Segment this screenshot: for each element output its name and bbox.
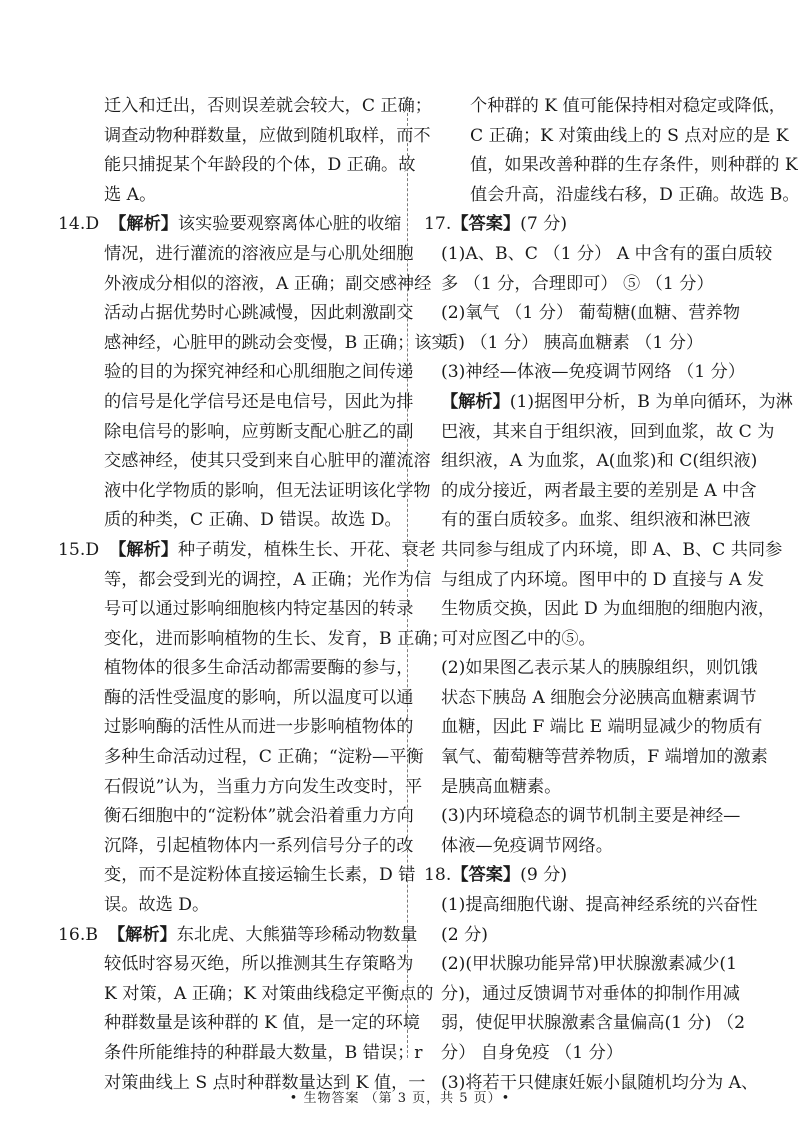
- text-line: [424, 566, 765, 596]
- text-line: [58, 802, 414, 832]
- line-text: 号可以通过影响细胞核内特定基因的转录: [104, 599, 414, 620]
- line-text: 选 A。: [104, 184, 157, 205]
- line-text: 衡石细胞中的“淀粉体”就会沿着重力方向: [104, 806, 414, 827]
- text-line: [424, 832, 762, 862]
- line-text: 过影响酶的活性从而进一步影响植物体的: [104, 717, 414, 738]
- line-text: 除电信号的影响，应剪断支配心脏乙的副: [104, 421, 414, 442]
- text-line: [58, 832, 414, 862]
- text-line: [424, 1009, 762, 1039]
- line-text: (2)氧气 （1 分） 葡萄糖(血糖、营养物: [441, 303, 741, 324]
- line-text: 变化，进而影响植物的生长、发育，B 正确；: [104, 628, 449, 649]
- text-line: [58, 536, 436, 566]
- text-line: [58, 358, 414, 388]
- text-line: [58, 566, 432, 596]
- text-line: [58, 1039, 423, 1069]
- text-line: [424, 802, 762, 832]
- text-line: [58, 773, 423, 803]
- section-tag: 【答案】: [451, 214, 521, 235]
- line-text: 外液成分相似的溶液，A 正确；副交感神经: [104, 273, 432, 294]
- line-text: 与组成了内环境。图甲中的 D 直接与 A 发: [441, 569, 765, 590]
- text-line: [424, 861, 762, 891]
- question-number: 17.: [424, 214, 452, 235]
- question-number: 14.: [58, 214, 86, 235]
- line-text: 较低时容易灭绝，所以推测其生存策略为: [104, 954, 414, 975]
- line-text: 调查动物种群数量，应做到随机取样，而不: [104, 125, 431, 146]
- text-line: [58, 151, 416, 181]
- line-text: 液中化学物质的影响，但无法证明该化学物: [104, 480, 431, 501]
- line-text: 值会升高，沿虚线右移，D 正确。故选 B。: [470, 184, 800, 205]
- section-tag: 【解析】: [441, 391, 510, 412]
- line-text: 可对应图乙中的⑤。: [441, 628, 596, 649]
- text-line: [58, 684, 414, 714]
- line-text: 质) （1 分） 胰高血糖素 （1 分）: [441, 332, 704, 353]
- text-line: [58, 210, 402, 240]
- text-line: [424, 654, 762, 684]
- question-number: 15.: [58, 539, 86, 560]
- text-line: [424, 684, 762, 714]
- line-text: 误。故选 D。: [104, 895, 210, 916]
- line-text: (3)神经—体液—免疫调节网络 （1 分）: [441, 362, 746, 383]
- text-line: [424, 506, 762, 536]
- text-line: [58, 240, 414, 270]
- line-text: 情况，进行灌流的溶液应是与心肌处细胞: [104, 243, 414, 264]
- text-line: [424, 92, 786, 122]
- line-text: 值，如果改善种群的生存条件，则种群的 K: [470, 155, 798, 176]
- line-text: 巴液，其来自于组织液，回到血浆，故 C 为: [441, 421, 775, 442]
- line-text: 条件所能维持的种群最大数量，B 错误；r: [104, 1043, 423, 1063]
- line-text: (9 分): [520, 865, 568, 886]
- line-text: 酶的活性受温度的影响，所以温度可以通: [104, 687, 414, 708]
- line-text: 的成分接近，两者最主要的差别是 A 中含: [441, 480, 757, 501]
- line-text: (1)提高细胞代谢、提高神经系统的兴奋性: [441, 895, 758, 916]
- line-text: 等，都会受到光的调控，A 正确；光作为信: [104, 569, 432, 590]
- line-text: 血糖，因此 F 端比 E 端明显减少的物质有: [441, 717, 763, 738]
- line-text: 验的目的为探究神经和心肌细胞之间传递: [104, 362, 414, 383]
- line-text: 状态下胰岛 A 细胞会分泌胰高血糖素调节: [441, 687, 757, 708]
- line-text: 能只捕捉某个年龄段的个体，D 正确。故: [104, 155, 416, 176]
- line-text: (3)将若干只健康妊娠小鼠随机均分为 A、: [441, 1072, 759, 1093]
- question-number: 16.: [58, 924, 86, 945]
- line-text: (7 分): [520, 214, 568, 235]
- line-text: C 正确；K 对策曲线上的 S 点对应的是 K: [470, 125, 789, 146]
- text-line: [58, 1009, 420, 1039]
- text-line: [424, 388, 793, 418]
- line-text: (3)内环境稳态的调节机制主要是神经—: [441, 806, 741, 827]
- line-text: 对策曲线上 S 点时种群数量达到 K 值，一: [104, 1072, 426, 1093]
- text-line: [58, 861, 416, 891]
- text-line: [424, 713, 762, 743]
- text-line: [58, 447, 431, 477]
- line-text: 体液—免疫调节网络。: [441, 835, 613, 856]
- text-line: [424, 358, 762, 388]
- text-line: [424, 418, 775, 448]
- text-line: [58, 299, 414, 329]
- line-text: 的信号是化学信号还是电信号，因此为排: [104, 391, 414, 412]
- section-tag: 【解析】: [109, 214, 178, 235]
- text-line: [58, 713, 414, 743]
- text-line: [424, 921, 762, 951]
- text-line: [58, 270, 432, 300]
- text-line: [424, 1039, 762, 1069]
- question-number: 18.: [424, 865, 452, 886]
- line-text: 植物体的很多生命活动都需要酶的参与，: [104, 658, 414, 679]
- text-line: [58, 950, 414, 980]
- line-text: 多种生命活动过程，C 正确；“淀粉—平衡: [104, 747, 424, 768]
- text-line: [424, 891, 762, 921]
- line-text: (2)(甲状腺功能异常)甲状腺激素减少(1: [441, 954, 738, 975]
- line-text: 共同参与组成了内环境，即 A、B、C 共同参: [441, 539, 783, 560]
- answer-choice: B: [85, 924, 98, 945]
- line-text: 有的蛋白质较多。血浆、组织液和淋巴液: [441, 510, 751, 531]
- section-tag: 【解析】: [107, 924, 177, 945]
- text-line: [58, 181, 396, 211]
- line-text: 分)，通过反馈调节对垂体的抑制作用减: [441, 983, 740, 1004]
- text-line: [424, 122, 789, 152]
- text-line: [424, 477, 762, 507]
- text-line: [58, 743, 424, 773]
- text-line: [58, 980, 434, 1010]
- line-text: 多 （1 分，合理即可） ⑤ （1 分）: [441, 273, 714, 294]
- line-text: 质的种类，C 正确、D 错误。故选 D。: [104, 510, 402, 531]
- text-line: [424, 773, 762, 803]
- page-footer: • 生物答案 （第 3 页，共 5 页）•: [289, 1091, 511, 1106]
- line-text: 交感神经，使其只受到来自心脏甲的灌流溶: [104, 451, 431, 472]
- text-line: [424, 151, 798, 181]
- line-text: K 对策，A 正确；K 对策曲线稳定平衡点的: [104, 983, 434, 1004]
- line-text: (2)如果图乙表示某人的胰腺组织，则饥饿: [441, 658, 758, 679]
- text-line: [58, 329, 449, 359]
- line-text: 变，而不是淀粉体直接运输生长素，D 错: [104, 865, 416, 886]
- text-line: [58, 388, 414, 418]
- text-line: [58, 92, 432, 122]
- line-text: 种子萌发，植株生长、开花、衰老: [177, 539, 436, 560]
- text-line: [424, 329, 762, 359]
- text-line: [424, 447, 762, 477]
- line-text: 生物质交换，因此 D 为血细胞的细胞内液，: [441, 599, 776, 620]
- right-column: [424, 92, 800, 1098]
- line-text: 弱，使促甲状腺激素含量偏高(1 分) （2: [441, 1013, 746, 1034]
- text-line: [424, 299, 762, 329]
- text-line: [424, 950, 762, 980]
- line-text: 氧气、葡萄糖等营养物质，F 端增加的激素: [441, 747, 768, 768]
- line-text: 个种群的 K 值可能保持相对稳定或降低，: [470, 96, 786, 116]
- column-divider: [407, 98, 408, 1058]
- line-text: (1)据图甲分析，B 为单向循环，为淋: [509, 391, 793, 412]
- text-line: [424, 743, 768, 773]
- text-line: [58, 891, 396, 921]
- text-line: [424, 595, 776, 625]
- line-text: 是胰高血糖素。: [441, 776, 562, 797]
- text-line: [58, 506, 402, 536]
- text-line: [58, 477, 431, 507]
- text-line: [58, 625, 449, 655]
- text-line: [424, 181, 800, 211]
- line-text: 感神经，心脏甲的跳动会变慢，B 正确；该实: [104, 332, 449, 353]
- text-line: [424, 270, 762, 300]
- line-text: 该实验要观察离体心脏的收缩: [177, 214, 402, 235]
- text-line: [58, 595, 414, 625]
- line-text: (2 分): [441, 924, 488, 945]
- text-line: [424, 240, 773, 270]
- line-text: 东北虎、大熊猫等珍稀动物数量: [176, 924, 418, 945]
- text-line: [58, 418, 414, 448]
- text-line: [424, 980, 762, 1010]
- line-text: 分） 自身免疫 （1 分）: [441, 1043, 624, 1063]
- text-line: [58, 122, 431, 152]
- line-text: 活动占据优势时心跳减慢，因此刺激副交: [104, 303, 414, 324]
- line-text: 迁入和迁出，否则误差就会较大，C 正确；: [104, 96, 432, 116]
- text-line: [424, 536, 783, 566]
- text-line: [424, 625, 762, 655]
- section-tag: 【解析】: [109, 539, 178, 560]
- answer-choice: D: [85, 214, 100, 235]
- line-text: 石假说”认为，当重力方向发生改变时，平: [104, 776, 423, 797]
- answer-choice: D: [85, 539, 100, 560]
- line-text: 组织液，A 为血浆，A(血浆)和 C(组织液): [441, 451, 758, 472]
- line-text: (1)A、B、C （1 分） A 中含有的蛋白质较: [441, 243, 773, 264]
- text-line: [424, 210, 762, 240]
- text-line: [58, 654, 414, 684]
- line-text: 沉降，引起植物体内一系列信号分子的改: [104, 835, 414, 856]
- section-tag: 【答案】: [451, 865, 521, 886]
- line-text: 种群数量是该种群的 K 值，是一定的环境: [104, 1013, 420, 1034]
- text-line: [58, 921, 418, 951]
